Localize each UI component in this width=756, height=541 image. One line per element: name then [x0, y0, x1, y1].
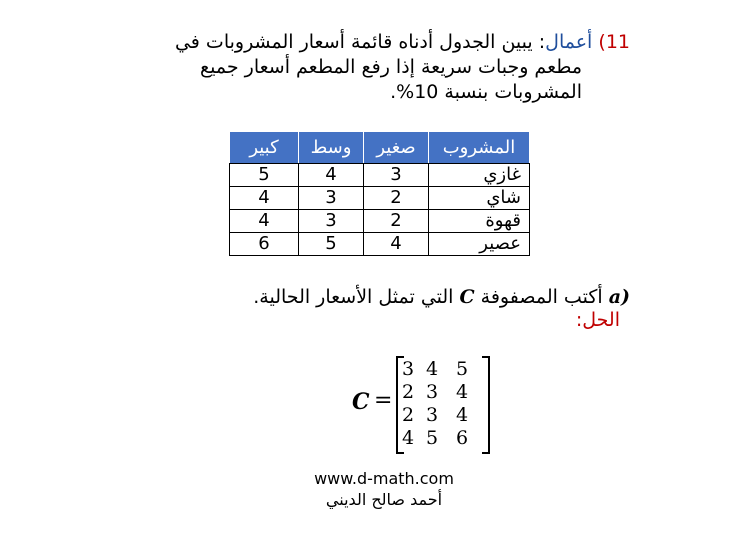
problem-line-2: مطعم وجبات سريعة إذا رفع المطعم أسعار جميع	[200, 56, 582, 78]
cell-drink: قهوة	[429, 210, 530, 233]
problem-number: 11)	[598, 31, 630, 53]
question-text-after: التي تمثل الأسعار الحالية.	[253, 286, 460, 308]
table-row	[230, 210, 530, 233]
problem-topic: أعمال	[545, 31, 593, 53]
cell-large: 5	[230, 164, 299, 187]
cell-small: 4	[364, 233, 429, 256]
matrix-cell: 5	[456, 358, 469, 380]
question-text-before: أكتب المصفوفة	[474, 286, 609, 308]
problem-line-1	[110, 30, 630, 55]
question-var: C	[459, 286, 475, 308]
header-drink: المشروب	[429, 132, 530, 164]
question-a	[110, 284, 630, 310]
cell-small: 2	[364, 187, 429, 210]
matrix-cells	[402, 358, 486, 450]
matrix-cell: 5	[426, 427, 439, 449]
table-row	[230, 233, 530, 256]
cell-medium: 5	[299, 233, 364, 256]
header-medium: وسط	[299, 132, 364, 164]
matrix-name: C	[352, 389, 370, 415]
matrix-cell: 3	[426, 381, 439, 403]
footer-site: www.d-math.com	[314, 469, 454, 488]
cell-medium: 4	[299, 164, 364, 187]
problem-line-3: المشروبات بنسبة 10%.	[390, 81, 582, 103]
table-row	[230, 187, 530, 210]
header-large: كبير	[230, 132, 299, 164]
matrix-cell: 4	[402, 427, 415, 449]
table-header-row	[230, 132, 530, 164]
question-label: (a	[608, 286, 630, 308]
matrix-cell: 3	[426, 404, 439, 426]
matrix-cell: 4	[426, 358, 439, 380]
footer	[260, 468, 508, 510]
cell-small: 3	[364, 164, 429, 187]
cell-drink: عصير	[429, 233, 530, 256]
cell-medium: 3	[299, 210, 364, 233]
matrix-cell: 3	[402, 358, 415, 380]
matrix-cell: 6	[456, 427, 469, 449]
cell-small: 2	[364, 210, 429, 233]
matrix-cell: 4	[456, 381, 469, 403]
matrix-cell: 2	[402, 404, 415, 426]
matrix-cell: 2	[402, 381, 415, 403]
cell-large: 6	[230, 233, 299, 256]
cell-drink: غازي	[429, 164, 530, 187]
header-small: صغير	[364, 132, 429, 164]
cell-medium: 3	[299, 187, 364, 210]
cell-large: 4	[230, 210, 299, 233]
cell-large: 4	[230, 187, 299, 210]
matrix-cell: 4	[456, 404, 469, 426]
table-row	[230, 164, 530, 187]
footer-author: أحمد صالح الديني	[325, 490, 443, 509]
solution-label: الحل:	[575, 309, 620, 331]
price-table	[229, 131, 530, 256]
equals-sign: =	[374, 388, 393, 413]
problem-statement	[110, 30, 630, 105]
cell-drink: شاي	[429, 187, 530, 210]
right-bracket	[482, 356, 490, 454]
problem-text-1: : يبين الجدول أدناه قائمة أسعار المشروبات في	[174, 31, 546, 53]
